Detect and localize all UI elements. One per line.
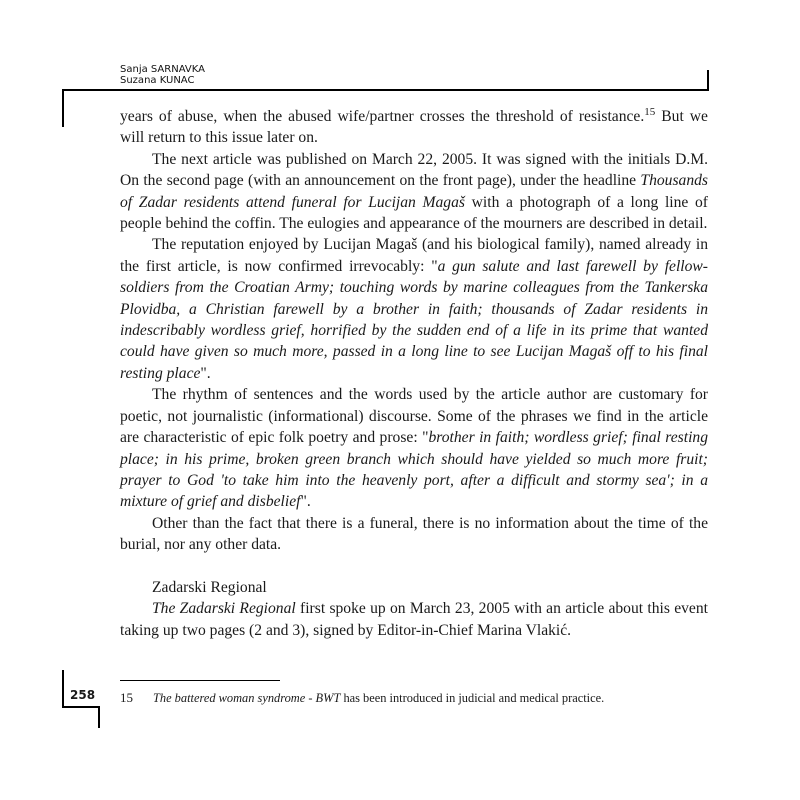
- header-rule-right-tick: [707, 70, 709, 91]
- header-rule: [62, 89, 709, 91]
- footnote: [120, 690, 720, 706]
- footer-rule: [62, 706, 100, 708]
- paragraph: years of abuse, when the abused wife/partner crosses the threshold of resistance.$^{15}$ But we will return to this issue later on.: [120, 106, 708, 147]
- publication-title: The Zadarski Regional: [152, 600, 296, 618]
- running-header: [120, 64, 205, 86]
- section-heading: Zadarski Regional: [152, 578, 267, 596]
- body-text: [120, 106, 708, 641]
- paragraph: Other than the fact that there is a funeral, there is no information about the time of the burial, nor any other data.: [120, 514, 708, 554]
- footnote-number: 15: [120, 690, 133, 705]
- author-name: Suzana KUNAC: [120, 75, 195, 86]
- footnote-italic: The battered woman syndrome - BWT: [153, 691, 341, 705]
- footnote-reference[interactable]: 15: [644, 106, 656, 118]
- paragraph: The rhythm of sentences and the words used by the article author are customary for poetic, not journalistic (informational) discourse. Some of the phrases we find in the article are characteristic of epic folk poetry and prose: "brother in faith; wordless grief; final resting place; in his prime, broken green branch which should have yielded so much more fruit; prayer to God 'to take him into the heavenly port, after a difficult and stormy sea'; in a mixture of grief and disbelief".: [120, 386, 708, 511]
- paragraph: The next article was published on March 22, 2005. It was signed with the initials D.M. On the second page (with an announcement on the front page), under the headline Thousands of Zadar residents attend funeral for Lucijan Magaš with a photograph of a long line of people behind the coffin. The eulogies and appearance of the mourners are described in detail.: [120, 150, 708, 233]
- author-name: Sanja SARNAVKA: [120, 64, 205, 75]
- quotation: a gun salute and last farewell by fellow-soldiers from the Croatian Army; touching words by marine colleagues from the Tankerska Plovidba, a Christian farewell by a brother in faith; thousands of Zadar residents in indescribably wordless grief, horrified by the sudden end of a life in its prime that wanted could have given so much more, passed in a long line to see Lucijan Magaš off to his final resting place: [120, 257, 708, 382]
- paragraph: The reputation enjoyed by Lucijan Magaš (and his biological family), named already in the first article, is now confirmed irrevocably: "a gun salute and last farewell by fellow-soldiers from the Croatian Army; touching words by marine colleagues from the Tankerska Plovidba, a Christian farewell by a brother in faith; thousands of Zadar residents in indescribably wordless grief, horrified by the sudden end of a life in its prime that wanted could have given so much more, passed in a long line to see Lucijan Magaš off to his final resting place".: [120, 236, 708, 382]
- footnote-text: has been introduced in judicial and medical practice.: [340, 691, 605, 705]
- article-headline: Thousands of Zadar residents attend funeral for Lucijan Magaš: [120, 172, 708, 211]
- footnote-separator: [120, 680, 280, 681]
- footer-rule-left-tick-top: [62, 670, 64, 708]
- paragraph: The Zadarski Regional first spoke up on March 23, 2005 with an article about this event taking up two pages (2 and 3), signed by Editor-in-Chief Marina Vlakić.: [120, 600, 708, 639]
- quotation: brother in faith; wordless grief; final resting place; in his prime, broken green branch which should have yielded so much more fruit; prayer to God 'to take him into the heavenly port, after a difficult and stormy sea'; in a mixture of grief and disbelief: [120, 429, 708, 511]
- footer-rule-tick-bottom: [98, 706, 100, 728]
- header-rule-left-tick: [62, 89, 64, 127]
- page-number: 258: [70, 688, 96, 702]
